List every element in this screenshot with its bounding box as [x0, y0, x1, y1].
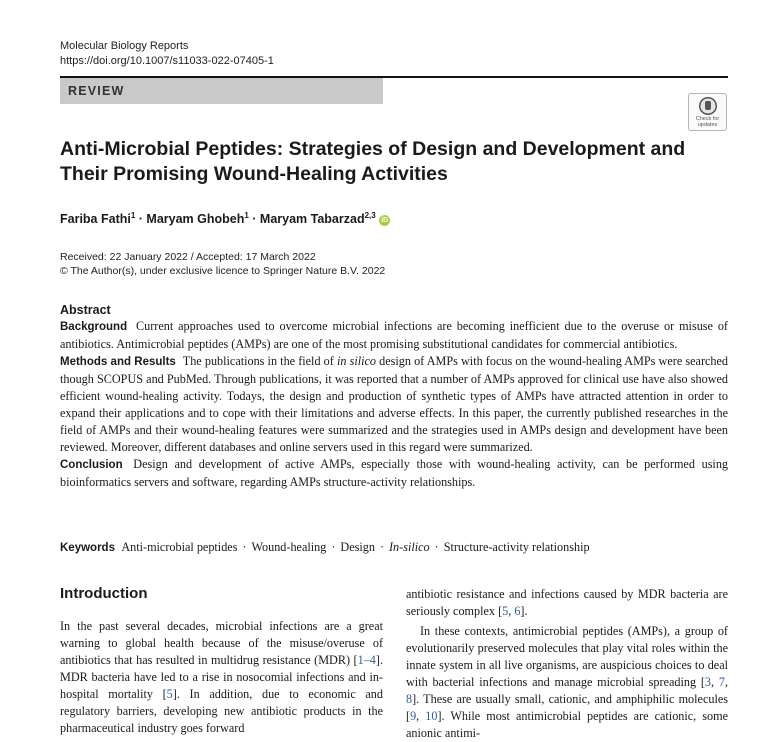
intro-text: ]. MDR bacteria have led to a rise in nosocomial infections and in-hospital mortality [: [60, 653, 383, 701]
check-for-updates-badge[interactable]: [688, 93, 727, 131]
article-dates: [60, 250, 385, 278]
methods-text-pre: The publications in the field of: [182, 354, 337, 368]
citation-separator: ,: [724, 675, 729, 689]
citation-link[interactable]: 5: [502, 604, 509, 618]
doi-link[interactable]: https://doi.org/10.1007/s11033-022-07405-1: [60, 55, 274, 67]
journal-header: [60, 39, 274, 69]
orcid-icon[interactable]: iD: [381, 217, 389, 225]
author-affiliation: 1: [244, 211, 249, 220]
keyword[interactable]: In-silico: [389, 540, 430, 554]
author-affiliation: 1: [130, 211, 136, 220]
intro-text: ].: [520, 604, 528, 618]
received-accepted: Received: 22 January 2022 / Accepted: 17 March 2022: [60, 251, 316, 263]
abstract-methods: [60, 353, 728, 456]
citation-link[interactable]: 3: [704, 675, 712, 689]
author-name[interactable]: Fariba Fathi: [60, 212, 131, 227]
abstract-section: [60, 302, 728, 491]
keyword-separator: ·: [379, 540, 384, 554]
abstract-heading: Abstract: [60, 303, 111, 317]
conclusion-text: Design and development of active AMPs, especially those with wound-healing activity, can be performed using bioinformatics servers and software, regarding AMPs structure-activity relationships.: [60, 457, 729, 489]
citation-separator: ,: [508, 604, 515, 618]
intro-text: ]. These are usually small, cationic, and amphiphilic molecules [: [406, 692, 728, 723]
author-name[interactable]: Maryam Tabarzad: [259, 212, 365, 227]
keywords-label: Keywords: [60, 542, 115, 554]
methods-label: Methods and Results: [60, 356, 176, 368]
intro-paragraph-2: [406, 623, 728, 742]
keyword-separator: ·: [434, 540, 439, 554]
keyword[interactable]: Anti-microbial peptides: [121, 540, 238, 554]
citation-separator: ,: [416, 709, 426, 723]
article-type-banner: REVIEW: [60, 78, 383, 104]
citation-link[interactable]: 8: [406, 692, 413, 706]
citation-separator: ,: [711, 675, 719, 689]
keywords-section: [60, 539, 728, 557]
intro-text: antibiotic resistance and infections caused by MDR bacteria are seriously complex [: [406, 587, 728, 618]
keyword[interactable]: Wound-healing: [251, 540, 327, 554]
check-updates-icon: [698, 96, 718, 116]
author-name[interactable]: Maryam Ghobeh: [146, 212, 245, 227]
conclusion-label: Conclusion: [60, 459, 123, 471]
citation-link[interactable]: 1–4: [357, 653, 376, 667]
citation-link[interactable]: 7: [718, 675, 725, 689]
keyword-separator: ·: [331, 540, 336, 554]
author-list: [60, 207, 390, 228]
intro-text: ]. In addition, due to economic and regulatory barriers, developing new antibiotic products in the pharmaceutical industry goes forward: [60, 687, 383, 735]
author-affiliation: 2,3: [364, 211, 376, 220]
keyword[interactable]: Design: [340, 540, 375, 554]
author-separator: ·: [248, 212, 260, 227]
intro-text: ]. While most antimicrobial peptides are cationic, some anionic antimi-: [406, 709, 729, 740]
body-column-right: [406, 586, 728, 742]
journal-name: Molecular Biology Reports: [60, 40, 189, 52]
intro-paragraph-1: [60, 618, 383, 737]
copyright-line: © The Author(s), under exclusive licence to Springer Nature B.V. 2022: [60, 265, 386, 277]
intro-paragraph-continued: [406, 586, 728, 620]
citation-link[interactable]: 9: [410, 709, 417, 723]
methods-text-post: design of AMPs with focus on the wound-healing AMPs were searched though SCOPUS and PubMed. Through publications, it was reported that a number of AMPs approved for clinical use have also showed efficient wound-healing activity. Todays, the design and production of synthetic types of AMPs have attracted attention in order to expand their applications and to cope with their limitations and adverse effects. In this paper, the currently published researches in the field of AMPs and their wound-healing features were summarized and the strategies used in AMPs design and development have been reviewed. Moreover, different databases and online servers used in this regard were summarized.: [60, 354, 729, 454]
keyword[interactable]: Structure-activity relationship: [443, 540, 590, 554]
author-separator: ·: [135, 212, 147, 227]
keyword-separator: ·: [242, 540, 247, 554]
check-badge-label-1: Check for: [695, 116, 720, 122]
citation-link[interactable]: 6: [514, 604, 521, 618]
abstract-conclusion: [60, 456, 728, 491]
citation-link[interactable]: 10: [425, 709, 438, 723]
intro-text: In the past several decades, microbial infections are a great warning to global health because of the misuse/overuse of antibiotics that has resulted in multidrug resistance (MDR) [: [60, 619, 383, 667]
citation-link[interactable]: 5: [166, 687, 173, 701]
body-column-left: [60, 584, 383, 737]
abstract-background: [60, 318, 728, 353]
background-text: Current approaches used to overcome microbial infections are becoming inefficient due to the overuse or misuse of antibiotics. Antimicrobial peptides (AMPs) are one of the most promising substitutional candidates for commercial antibiotics.: [60, 319, 728, 351]
methods-italic: in silico: [336, 354, 376, 368]
background-label: Background: [60, 321, 128, 333]
introduction-heading: Introduction: [60, 585, 148, 602]
check-badge-label-2: updates: [697, 122, 718, 128]
intro-text: In these contexts, antimicrobial peptides (AMPs), a group of evolutionarily preserved molecules that play vital roles within the innate system in all live organisms, are auspicious choices to deal with bacterial infections and manage microbial spreading [: [406, 624, 728, 689]
article-title: Anti-Microbial Peptides: Strategies of Design and Development and Their Promising Wound-Healing Activities: [60, 138, 686, 185]
